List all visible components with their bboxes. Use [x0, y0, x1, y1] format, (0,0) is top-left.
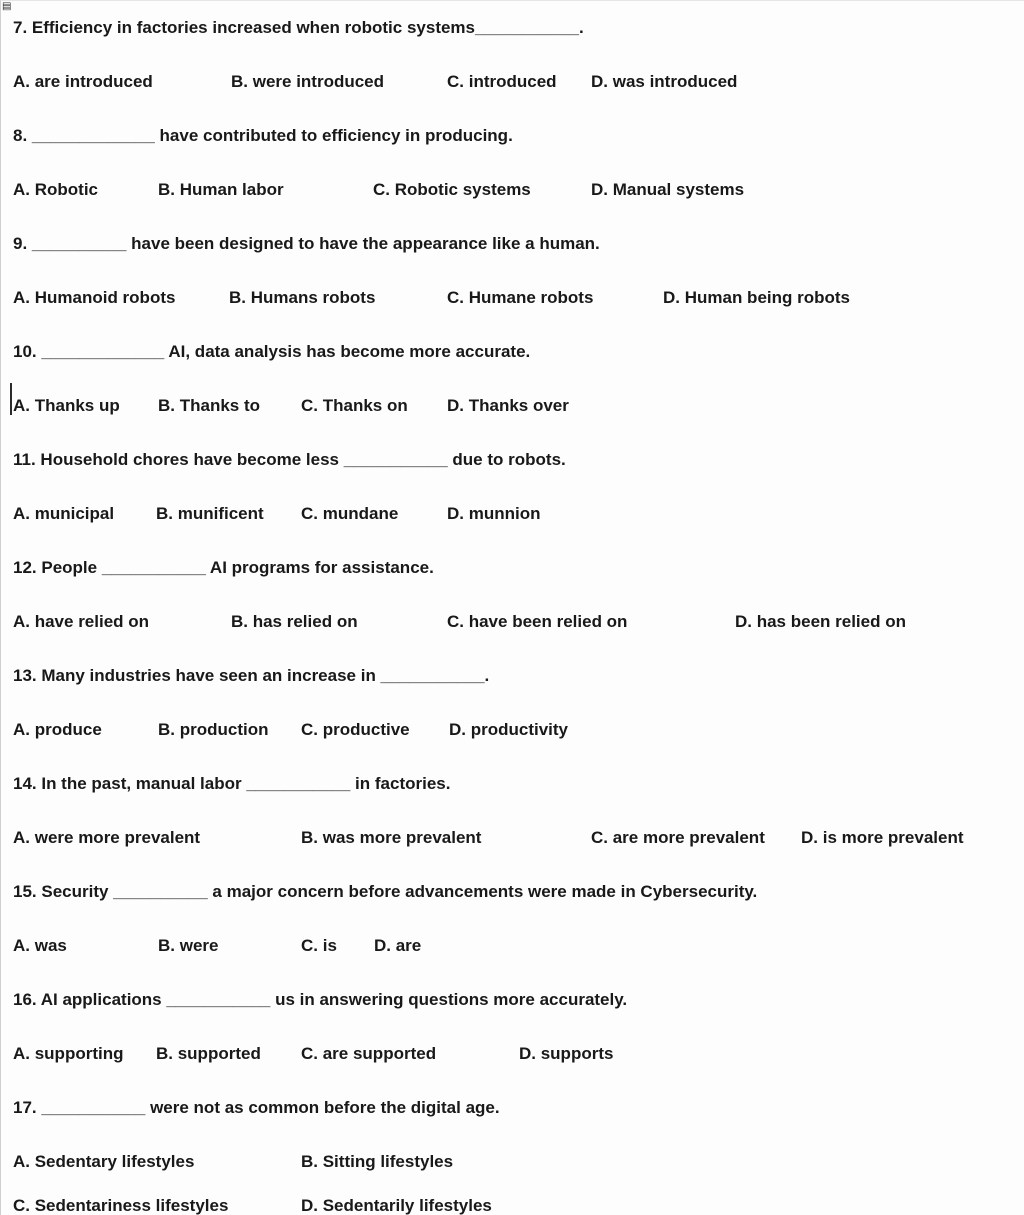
question-line[interactable]: [1, 973, 1024, 1027]
options-line: [1, 703, 1024, 757]
text-cursor-caret: [10, 383, 12, 415]
option[interactable]: D. munnion: [447, 504, 541, 523]
option[interactable]: C. is: [301, 936, 337, 955]
question-line[interactable]: [1, 325, 1024, 379]
option[interactable]: B. munificent: [156, 504, 264, 523]
option[interactable]: C. introduced: [447, 72, 557, 91]
question-block: [1, 757, 1024, 865]
option[interactable]: A. were more prevalent: [13, 828, 201, 847]
options-line: [1, 271, 1024, 325]
option[interactable]: B. has relied on: [231, 612, 358, 631]
option[interactable]: C. Thanks on: [301, 396, 408, 415]
question-block: [1, 217, 1024, 325]
option[interactable]: C. productive: [301, 720, 410, 739]
option[interactable]: B. production: [158, 720, 269, 739]
option[interactable]: D. is more prevalent: [801, 828, 964, 847]
option[interactable]: A. was: [13, 936, 67, 955]
options-line: [1, 55, 1024, 109]
option[interactable]: C. Sedentariness lifestyles: [13, 1196, 229, 1215]
question-block: [1, 433, 1024, 541]
option[interactable]: A. Humanoid robots: [13, 288, 176, 307]
options-line: [1, 487, 1024, 541]
question-line[interactable]: [1, 541, 1024, 595]
option[interactable]: B. were introduced: [231, 72, 385, 91]
question-line[interactable]: [1, 865, 1024, 919]
option[interactable]: C. Humane robots: [447, 288, 594, 307]
options-line: [1, 811, 1024, 865]
question-line[interactable]: [1, 1, 1024, 55]
question-text[interactable]: 13. Many industries have seen an increase in ___________.: [13, 666, 490, 685]
question-text[interactable]: 16. AI applications ___________ us in answering questions more accurately.: [13, 990, 628, 1009]
option[interactable]: B. Sitting lifestyles: [301, 1152, 454, 1171]
document-corner-icon: ▤: [2, 1, 12, 12]
option[interactable]: C. Robotic systems: [373, 180, 531, 199]
option[interactable]: C. have been relied on: [447, 612, 628, 631]
option[interactable]: D. Sedentarily lifestyles: [301, 1196, 492, 1215]
question-line[interactable]: [1, 649, 1024, 703]
question-line[interactable]: [1, 1081, 1024, 1135]
option[interactable]: B. Thanks to: [158, 396, 261, 415]
option[interactable]: D. Thanks over: [447, 396, 569, 415]
option[interactable]: A. have relied on: [13, 612, 150, 631]
question-text[interactable]: 9. __________ have been designed to have the appearance like a human.: [13, 234, 600, 253]
option[interactable]: D. Human being robots: [663, 288, 850, 307]
question-text[interactable]: 12. People ___________ AI programs for assistance.: [13, 558, 434, 577]
option[interactable]: C. mundane: [301, 504, 399, 523]
question-text[interactable]: 17. ___________ were not as common before the digital age.: [13, 1098, 500, 1117]
question-text[interactable]: 10. _____________ AI, data analysis has become more accurate.: [13, 342, 531, 361]
question-block: [1, 541, 1024, 649]
options-line: [1, 1135, 1024, 1189]
options-line: [1, 1189, 1024, 1215]
question-text[interactable]: 7. Efficiency in factories increased when robotic systems___________.: [13, 18, 584, 37]
option[interactable]: A. supporting: [13, 1044, 124, 1063]
question-text[interactable]: 11. Household chores have become less ___________ due to robots.: [13, 450, 566, 469]
option[interactable]: A. municipal: [13, 504, 115, 523]
options-line: [1, 379, 1024, 433]
option[interactable]: B. Humans robots: [229, 288, 376, 307]
option[interactable]: D. productivity: [449, 720, 569, 739]
question-block: [1, 325, 1024, 433]
option[interactable]: B. Human labor: [158, 180, 284, 199]
question-text[interactable]: 15. Security __________ a major concern before advancements were made in Cybersecurity.: [13, 882, 758, 901]
options-line: [1, 1027, 1024, 1081]
question-block: [1, 1081, 1024, 1215]
option[interactable]: D. Manual systems: [591, 180, 745, 199]
option[interactable]: D. supports: [519, 1044, 614, 1063]
option[interactable]: A. Robotic: [13, 180, 98, 199]
option[interactable]: C. are more prevalent: [591, 828, 765, 847]
option[interactable]: A. Thanks up: [13, 396, 120, 415]
options-line: [1, 595, 1024, 649]
question-text[interactable]: 8. _____________ have contributed to efficiency in producing.: [13, 126, 513, 145]
option[interactable]: A. Sedentary lifestyles: [13, 1152, 195, 1171]
option[interactable]: B. was more prevalent: [301, 828, 482, 847]
option[interactable]: A. are introduced: [13, 72, 153, 91]
question-block: [1, 865, 1024, 973]
option[interactable]: D. are: [374, 936, 422, 955]
question-text[interactable]: 14. In the past, manual labor ___________ in factories.: [13, 774, 451, 793]
question-line[interactable]: [1, 433, 1024, 487]
option[interactable]: D. was introduced: [591, 72, 738, 91]
option[interactable]: B. were: [158, 936, 219, 955]
question-block: [1, 1, 1024, 109]
options-line: [1, 163, 1024, 217]
option[interactable]: A. produce: [13, 720, 102, 739]
options-line: [1, 919, 1024, 973]
option[interactable]: B. supported: [156, 1044, 261, 1063]
question-block: [1, 973, 1024, 1081]
question-line[interactable]: [1, 217, 1024, 271]
question-line[interactable]: [1, 109, 1024, 163]
option[interactable]: C. are supported: [301, 1044, 437, 1063]
question-block: [1, 109, 1024, 217]
question-line[interactable]: [1, 757, 1024, 811]
question-block: [1, 649, 1024, 757]
option[interactable]: D. has been relied on: [735, 612, 906, 631]
